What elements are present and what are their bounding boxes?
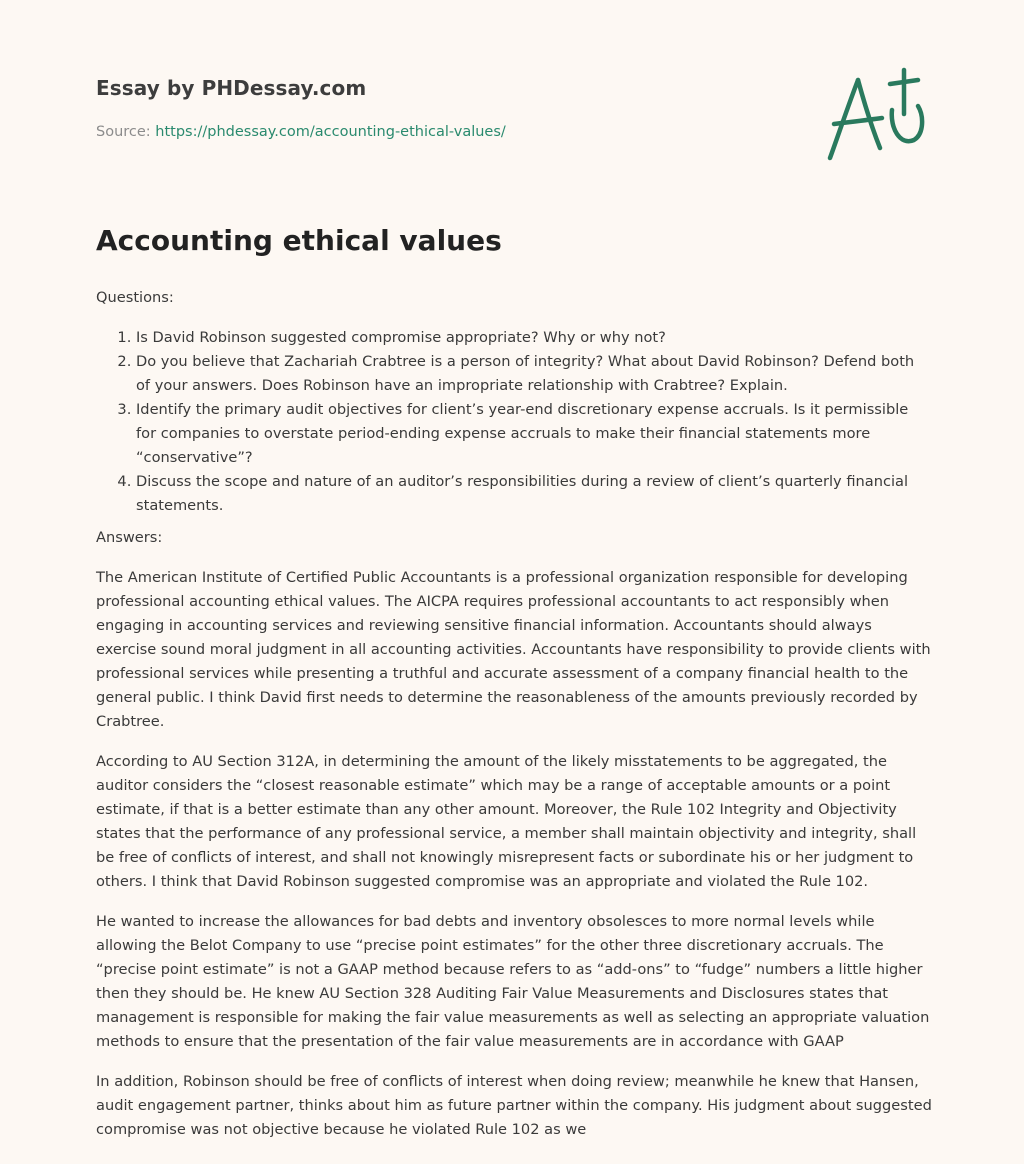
paragraph: He wanted to increase the allowances for bad debts and inventory obsolesces to more normal levels while allowing the Belot Company to use “precise point estimates” for the other three discretionary accruals. The “precise point estimate” is not a GAAP method because refers to as “add-ons” to “fudge” numbers a little higher then they should be. He knew AU Section 328 Auditing Fair Value Measurements and Disclosures states that management is responsible for making the fair value measurements as well as selecting an appropriate valuation methods to ensure that the presentation of the fair value measurements are in accordance with GAAP: [96, 913, 930, 1050]
list-item: 2. Do you believe that Zachariah Crabtree is a person of integrity? What about David Robinson? Defend both of your answers. Does Robinson have an impropriate relationship with Crabtree? Explain.: [136, 350, 932, 398]
source-link[interactable]: https://phdessay.com/accounting-ethical-values/: [155, 124, 506, 140]
list-item: 1. Is David Robinson suggested compromise appropriate? Why or why not?: [136, 326, 932, 350]
questions-list: [96, 326, 932, 518]
a-plus-logo-icon: [820, 66, 930, 166]
answers-label: Answers:: [96, 529, 163, 546]
questions-label: Questions:: [96, 289, 174, 306]
source-line: [96, 124, 506, 140]
paragraph: According to AU Section 312A, in determining the amount of the likely misstatements to be aggregated, the auditor considers the “closest reasonable estimate” which may be a range of acceptable amounts or a point estimate, if that is a better estimate than any other amount. Moreover, the Rule 102 Integrity and Objectivity states that the performance of any professional service, a member shall maintain objectivity and integrity, shall be free of conflicts of interest, and shall not knowingly misrepresent facts or subordinate his or her judgment to others. I think that David Robinson suggested compromise was an appropriate and violated the Rule 102.: [96, 753, 917, 890]
source-label: Source:: [96, 124, 156, 140]
paragraph: In addition, Robinson should be free of conflicts of interest when doing review; meanwhile he knew that Hansen, audit engagement partner, thinks about him as future partner within the company. His judgment about suggested compromise was not objective because he violated Rule 102 as we: [96, 1073, 932, 1138]
list-item: 4. Discuss the scope and nature of an auditor’s responsibilities during a review of client’s quarterly financial statements.: [136, 470, 932, 518]
essay-body: [96, 286, 932, 1158]
site-title: Essay by PHDessay.com: [96, 76, 367, 100]
paragraph: The American Institute of Certified Public Accountants is a professional organization responsible for developing professional accounting ethical values. The AICPA requires professional accountants to act responsibly when engaging in accounting services and reviewing sensitive financial information. Accountants should always exercise sound moral judgment in all accounting activities. Accountants have responsibility to provide clients with professional services while presenting a truthful and accurate assessment of a company financial health to the general public. I think David first needs to determine the reasonableness of the amounts previously recorded by Crabtree.: [96, 569, 931, 730]
essay-title: Accounting ethical values: [96, 224, 502, 257]
list-item: 3. Identify the primary audit objectives for client’s year-end discretionary expense accruals. Is it permissible for companies to overstate period-ending expense accruals to make their financial statements more “conservative”?: [136, 398, 932, 470]
